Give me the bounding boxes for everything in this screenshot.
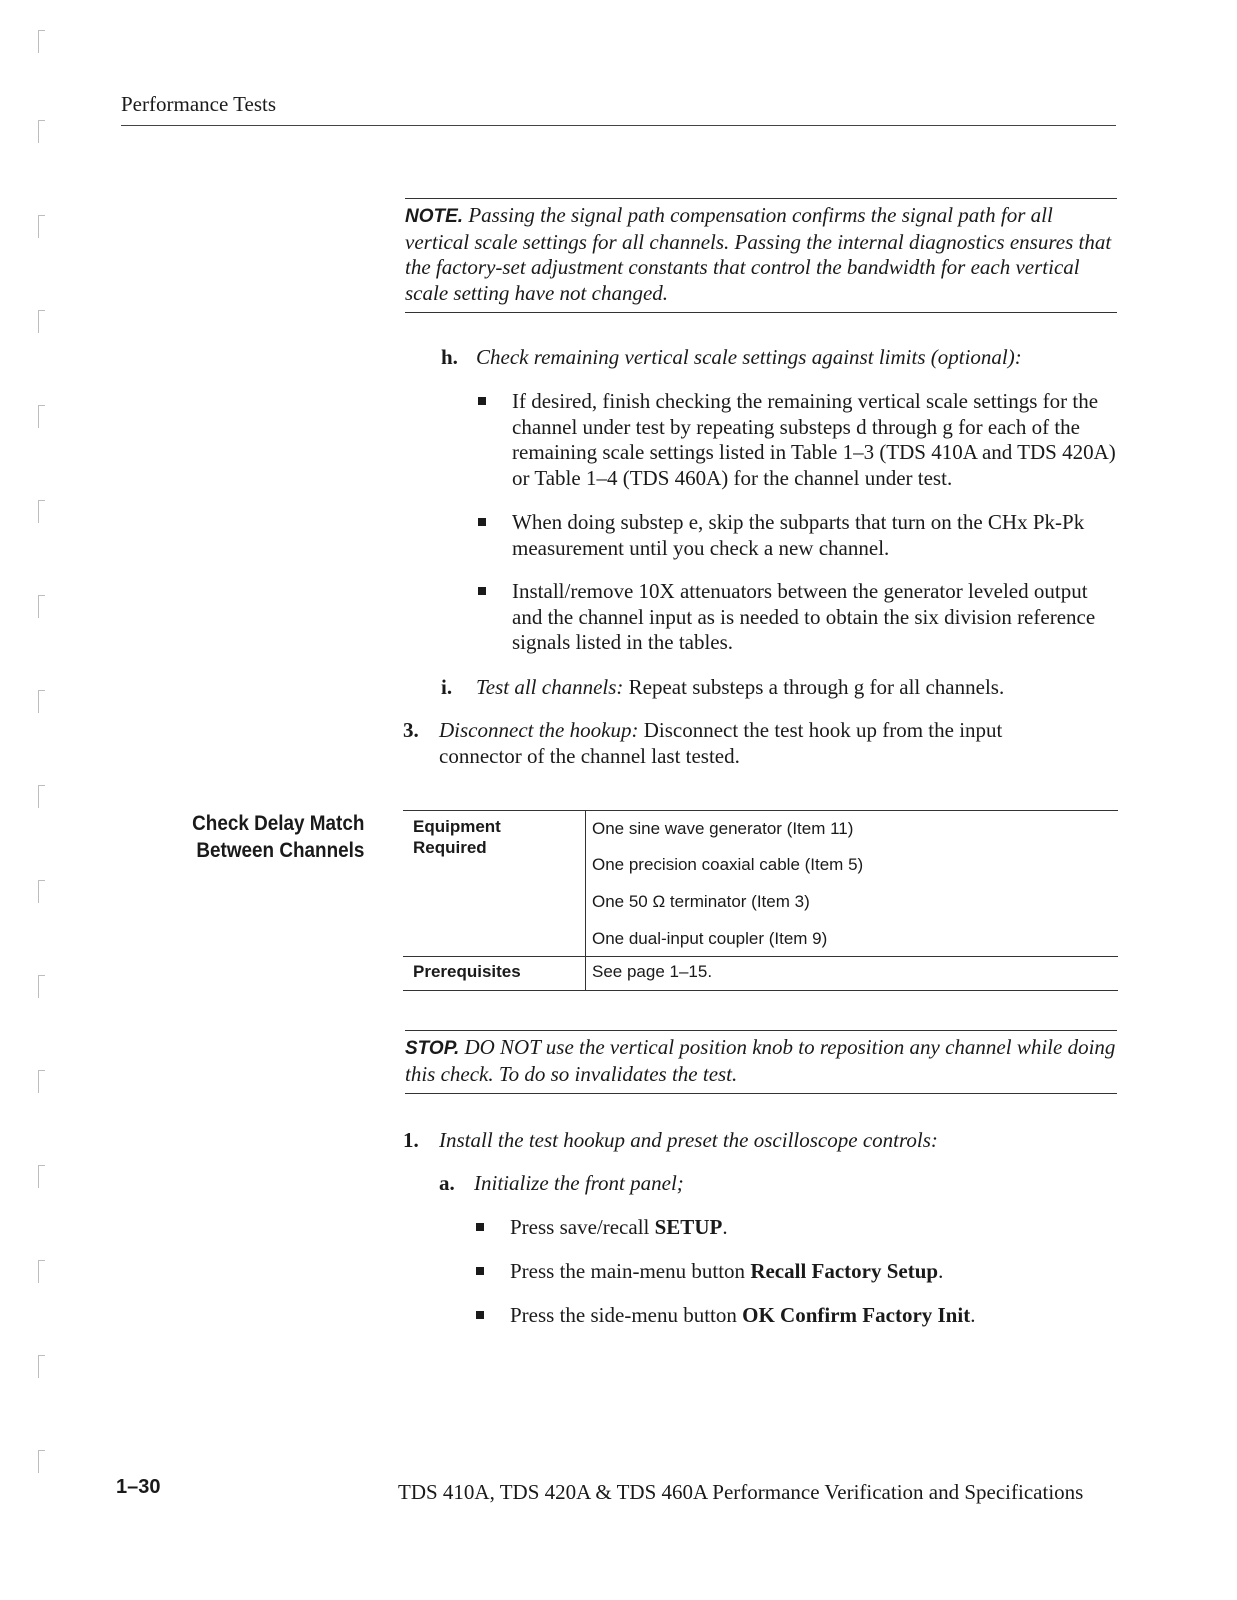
step-3-body: Disconnect the test hook up from the input connector of the channel last tested.: [439, 718, 1003, 768]
equipment-label-line-2: Required: [413, 838, 487, 857]
step-i-body: Repeat substeps a through g for all channels.: [623, 675, 1005, 699]
bullet-text: Press the side-menu button: [510, 1303, 743, 1327]
bullet-icon: [478, 587, 486, 595]
step-a-title: Initialize the front panel;: [474, 1171, 684, 1195]
binding-mark: [38, 310, 45, 333]
binding-mark: [38, 975, 45, 998]
binding-mark: [38, 690, 45, 713]
binding-mark: [38, 785, 45, 808]
stop-label: STOP.: [405, 1038, 460, 1059]
equipment-label-line-1: Equipment: [413, 817, 501, 836]
bullet-text: Press save/recall: [510, 1215, 655, 1239]
binding-mark: [38, 1070, 45, 1093]
step-3-text: [439, 718, 1039, 769]
step-3-marker: 3.: [403, 718, 419, 742]
binding-mark: [38, 595, 45, 618]
binding-mark: [38, 500, 45, 523]
prerequisites-label: Prerequisites: [413, 962, 521, 981]
table-column-divider: [585, 810, 586, 990]
binding-mark: [38, 1355, 45, 1378]
binding-mark: [38, 30, 45, 53]
page-number: 1–30: [116, 1476, 161, 1498]
note-label: NOTE.: [405, 206, 464, 227]
step-i-text: [476, 675, 1116, 701]
equipment-label: [413, 816, 501, 858]
bullet-text: Press the main-menu button: [510, 1259, 751, 1283]
equipment-table: [403, 810, 1118, 990]
step-i-marker: i.: [441, 675, 453, 699]
binding-mark: [38, 405, 45, 428]
step-1-marker: 1.: [403, 1128, 419, 1152]
running-header: Performance Tests: [121, 92, 277, 116]
binding-mark: [38, 1165, 45, 1188]
bullet-suffix: .: [722, 1215, 728, 1239]
document-title: TDS 410A, TDS 420A & TDS 460A Performance Verification and Specifications: [398, 1480, 1084, 1504]
bullet-bold-text: SETUP: [654, 1215, 723, 1239]
step-a-bullet-3: [510, 1303, 1110, 1329]
step-h-bullet-2: When doing substep e, skip the subparts that turn on the CHx Pk-Pk measurement until you check a new channel.: [512, 510, 1085, 560]
bullet-icon: [478, 397, 486, 405]
header-rule: [121, 125, 1116, 126]
bullet-icon: [476, 1311, 484, 1319]
binding-mark: [38, 1450, 45, 1473]
bullet-icon: [476, 1267, 484, 1275]
binding-mark: [38, 215, 45, 238]
section-heading-line-2: Between Channels: [195, 839, 364, 862]
binding-mark: [38, 120, 45, 143]
stop-box: [405, 1030, 1117, 1094]
prerequisites-value: See page 1–15.: [592, 962, 713, 981]
bullet-bold-text: Recall Factory Setup: [750, 1259, 939, 1283]
stop-content: [405, 1035, 1117, 1087]
step-h-bullet-1: If desired, finish checking the remaining vertical scale settings for the channel under test by repeating substeps d through g for each of the remaining scale settings listed in Table 1–3 (TDS 410A and TDS 420A) or Table 1–4 (TDS 460A) for the channel under test.: [512, 389, 1116, 490]
note-box: [405, 198, 1117, 313]
note-content: [405, 203, 1117, 306]
stop-text: DO NOT use the vertical position knob to reposition any channel while doing this check. To do so invalidates the test.: [405, 1035, 1116, 1086]
section-heading: [192, 810, 364, 864]
step-1-title: Install the test hookup and preset the oscilloscope controls:: [439, 1128, 938, 1152]
binding-mark: [38, 1260, 45, 1283]
step-a-marker: a.: [439, 1171, 455, 1195]
equipment-item: One 50 Ω terminator (Item 3): [592, 892, 810, 911]
step-i-title: Test all channels:: [476, 675, 624, 699]
step-3-title: Disconnect the hookup:: [439, 718, 639, 742]
equipment-item: One dual-input coupler (Item 9): [592, 929, 828, 948]
bullet-suffix: .: [970, 1303, 976, 1327]
table-bottom-rule: [403, 990, 1118, 991]
bullet-suffix: .: [938, 1259, 944, 1283]
step-a-bullet-1: [510, 1215, 1110, 1241]
section-heading-line-1: Check Delay Match: [191, 812, 364, 835]
bullet-icon: [476, 1223, 484, 1231]
equipment-item: One sine wave generator (Item 11): [592, 819, 854, 838]
table-mid-rule: [403, 956, 1118, 957]
step-h-title: Check remaining vertical scale settings against limits (optional):: [476, 345, 1022, 369]
binding-mark: [38, 880, 45, 903]
step-h-bullet-3: Install/remove 10X attenuators between the generator leveled output and the channel input as is needed to obtain the six division reference signals listed in the tables.: [512, 579, 1096, 654]
bullet-bold-text: OK Confirm Factory Init: [742, 1303, 971, 1327]
table-top-rule: [403, 810, 1118, 811]
note-text: Passing the signal path compensation confirms the signal path for all vertical scale settings for all channels. Passing the internal diagnostics ensures that the factory-set adjustment constants that control the bandwidth for each vertical scale setting have not changed.: [405, 203, 1112, 305]
bullet-icon: [478, 518, 486, 526]
step-a-bullet-2: [510, 1259, 1110, 1285]
step-h-marker: h.: [441, 345, 458, 369]
equipment-item: One precision coaxial cable (Item 5): [592, 855, 864, 874]
